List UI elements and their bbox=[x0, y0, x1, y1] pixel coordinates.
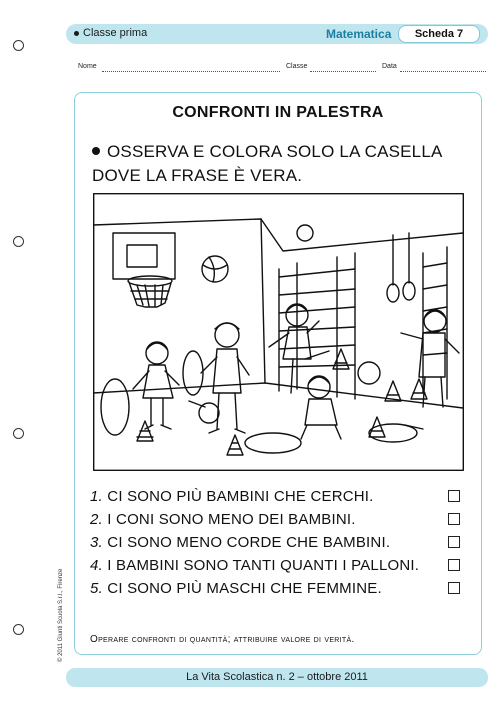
ball-icon bbox=[358, 362, 380, 384]
binder-hole bbox=[13, 624, 24, 635]
statement-item bbox=[90, 488, 470, 511]
answer-checkbox[interactable] bbox=[448, 536, 460, 548]
statement-item bbox=[90, 511, 470, 534]
child-figure bbox=[301, 376, 341, 439]
hoop-icon bbox=[183, 351, 203, 395]
child-figure bbox=[201, 323, 249, 433]
class-field[interactable] bbox=[310, 71, 376, 72]
statement-number: 5. bbox=[90, 580, 103, 597]
statement-item bbox=[90, 557, 470, 580]
child-figure bbox=[401, 310, 459, 407]
answer-checkbox[interactable] bbox=[448, 513, 460, 525]
hoop-icon bbox=[101, 379, 129, 435]
statement-text: CI SONO PIÙ BAMBINI CHE CERCHI. bbox=[107, 488, 374, 505]
date-field[interactable] bbox=[400, 71, 486, 72]
statement-list bbox=[90, 488, 470, 603]
child-figure bbox=[133, 342, 179, 429]
worksheet-title: CONFRONTI IN PALESTRA bbox=[172, 104, 384, 121]
class-level-label: Classe prima bbox=[83, 27, 148, 39]
ball-icon bbox=[297, 225, 313, 241]
statement-item bbox=[90, 580, 470, 603]
wall-corner bbox=[261, 219, 265, 383]
class-field-label: Classe bbox=[286, 63, 308, 70]
hoop-icon bbox=[245, 433, 301, 453]
floor-line bbox=[93, 383, 463, 408]
statement-text: CI SONO PIÙ MASCHI CHE FEMMINE. bbox=[107, 580, 382, 597]
bullet-icon bbox=[92, 147, 100, 155]
gym-illustration bbox=[93, 193, 464, 471]
cone-icon bbox=[227, 435, 243, 455]
statement-text: I CONI SONO MENO DEI BAMBINI. bbox=[107, 511, 356, 528]
binder-hole bbox=[13, 40, 24, 51]
sheet-badge: Scheda 7 bbox=[398, 25, 480, 43]
gym-rings-icon bbox=[387, 233, 415, 302]
answer-checkbox[interactable] bbox=[448, 559, 460, 571]
student-fields bbox=[70, 63, 490, 75]
ball-icon bbox=[202, 256, 228, 282]
copyright-notice: © 2011 Giunti Scuola S.r.l., Firenze bbox=[58, 568, 64, 662]
teacher-note: Operare confronti di quantità; attribuire valore di verità. bbox=[90, 634, 355, 645]
binder-hole bbox=[13, 428, 24, 439]
subject-label: Matematica bbox=[326, 27, 392, 41]
statement-text: I BAMBINI SONO TANTI QUANTI I PALLONI. bbox=[107, 557, 420, 574]
footer-band: La Vita Scolastica n. 2 – ottobre 2011 bbox=[66, 668, 488, 687]
date-label: Data bbox=[382, 63, 397, 70]
name-label: Nome bbox=[78, 63, 97, 70]
statement-number: 2. bbox=[90, 511, 103, 528]
statement-number: 3. bbox=[90, 534, 103, 551]
statement-item bbox=[90, 534, 470, 557]
bullet-icon bbox=[74, 31, 79, 36]
instruction-text: OSSERVA E COLORA SOLO LA CASELLA DOVE LA FRASE È VERA. bbox=[92, 142, 442, 185]
binder-hole bbox=[13, 236, 24, 247]
statement-number: 4. bbox=[90, 557, 103, 574]
wall-bars-icon bbox=[423, 247, 447, 399]
instruction bbox=[92, 140, 472, 188]
class-level bbox=[74, 27, 147, 39]
answer-checkbox[interactable] bbox=[448, 582, 460, 594]
statement-text: CI SONO MENO CORDE CHE BAMBINI. bbox=[107, 534, 391, 551]
statement-number: 1. bbox=[90, 488, 103, 505]
name-field[interactable] bbox=[102, 71, 280, 72]
basketball-hoop-icon bbox=[113, 233, 175, 307]
answer-checkbox[interactable] bbox=[448, 490, 460, 502]
wall-top bbox=[93, 219, 463, 251]
